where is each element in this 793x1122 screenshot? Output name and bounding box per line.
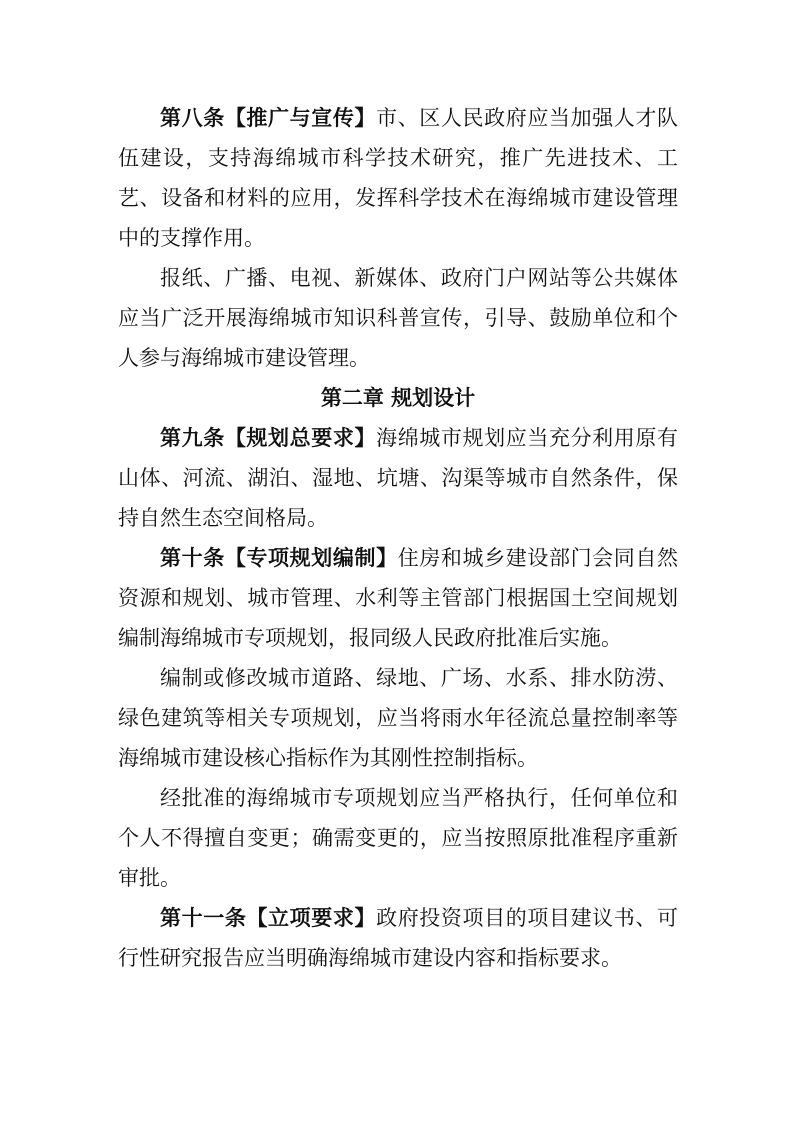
article-10-heading: 第十条【专项规划编制】 [160,546,398,570]
article-8-body: 市、区人民政府应当加强人才队伍建设，支持海绵城市科学技术研究，推广先进技术、工艺、设备和材料的应用，发挥科学技术在海绵城市建设管理中的支撑作用。 [118,106,679,250]
article-10-paragraph-3: 经批准的海绵城市专项规划应当严格执行，任何单位和个人不得擅自变更；确需变更的，应当按照原批准程序重新审批。 [118,786,678,890]
article-10-body: 住房和城乡建设部门会同自然资源和规划、城市管理、水利等主管部门根据国土空间规划编制海绵城市专项规划，报同级人民政府批准后实施。 [118,546,679,650]
article-11-paragraph [118,898,678,978]
chapter-2-title: 第二章 规划设计 [320,386,476,410]
article-10-paragraph-2: 编制或修改城市道路、绿地、广场、水系、排水防涝、绿色建筑等相关专项规划，应当将雨水年径流总量控制率等海绵城市建设核心指标作为其刚性控制指标。 [118,666,678,770]
article-9-body: 海绵城市规划应当充分利用原有山体、河流、湖泊、湿地、坑塘、沟渠等城市自然条件，保持自然生态空间格局。 [118,426,679,530]
article-9-paragraph [118,418,678,538]
article-10-paragraph [118,538,678,658]
article-8-heading: 第八条【推广与宣传】 [160,106,377,130]
article-8-paragraph-2: 报纸、广播、电视、新媒体、政府门户网站等公共媒体应当广泛开展海绵城市知识科普宣传，引导、鼓励单位和个人参与海绵城市建设管理。 [118,266,678,370]
article-9-heading: 第九条【规划总要求】 [160,426,377,450]
document-page [118,98,678,978]
article-8-paragraph [118,98,678,258]
article-11-body: 政府投资项目的项目建议书、可行性研究报告应当明确海绵城市建设内容和指标要求。 [118,906,679,970]
article-11-heading: 第十一条【立项要求】 [160,906,377,930]
